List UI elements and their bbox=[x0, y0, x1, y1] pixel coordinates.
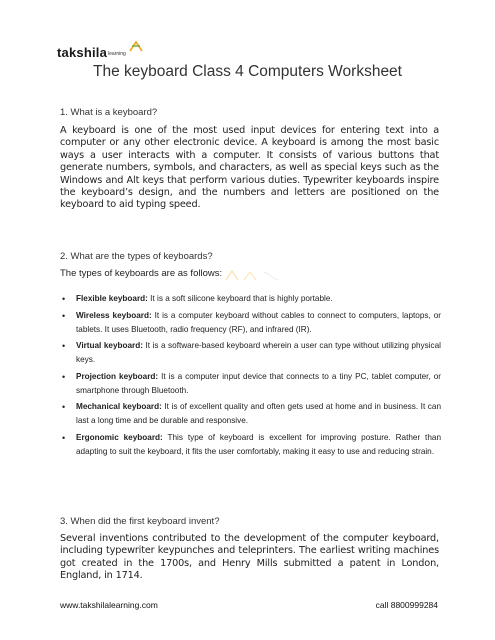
bullet-icon: • bbox=[62, 432, 66, 443]
question-3: 3. When did the first keyboard invent? bbox=[60, 516, 220, 527]
list-item-text: It is of excellent quality and often gets used at home and in business. It can last a long time and be durable and responsive. bbox=[76, 402, 441, 425]
footer-phone: call 8800999284 bbox=[375, 600, 438, 610]
bullet-icon: • bbox=[62, 371, 66, 382]
list-item-term: Mechanical keyboard: bbox=[76, 402, 162, 411]
list-item-text: It is a computer input device that connects to a tiny PC, tablet computer, or smartphone through Bluetooth. bbox=[76, 371, 441, 395]
brand-logo bbox=[57, 40, 126, 60]
page-title: The keyboard Class 4 Computers Worksheet bbox=[93, 63, 402, 80]
watermark-icon bbox=[224, 268, 284, 282]
list-item-text: It is a soft silicone keyboard that is highly portable. bbox=[147, 294, 333, 303]
bullet-icon: • bbox=[62, 341, 66, 351]
logo-text: takshila bbox=[57, 45, 108, 60]
list-item-text: It is a computer keyboard without cables to connect to computers, laptops, or tablets. It uses Bluetooth, radio frequency (RF), and infrared (IR). bbox=[76, 310, 441, 334]
logo-subtext: learning bbox=[108, 51, 126, 57]
answer-2-intro: The types of keyboards are as follows: bbox=[60, 268, 223, 279]
answer-3: Several inventions contributed to the development of the computer keyboard, including typewriter keypunches and teleprinters. The earliest writing machines got created in the 1700s, and Henry Mills submitted a patent in London, England, in 1714. bbox=[60, 533, 439, 582]
list-item bbox=[60, 370, 441, 398]
list-item-term: Ergonomic keyboard: bbox=[76, 432, 163, 442]
question-2: 2. What are the types of keyboards? bbox=[60, 251, 213, 262]
logo-swoosh-icon bbox=[129, 39, 143, 53]
list-item-text: This type of keyboard is excellent for improving posture. Rather than adapting to suit the keyboard, it fits the user comfortably, making it easy to use and reducing strain. bbox=[76, 432, 441, 456]
list-item bbox=[60, 339, 441, 367]
question-1: 1. What is a keyboard? bbox=[60, 107, 158, 118]
bullet-icon: • bbox=[62, 402, 66, 412]
list-item bbox=[60, 292, 441, 306]
list-item bbox=[60, 309, 441, 337]
footer-website-link[interactable]: www.takshilalearning.com bbox=[60, 600, 158, 610]
answer-1: A keyboard is one of the most used input devices for entering text into a computer or any other electronic device. A keyboard is among the most basic ways a user interacts with a computer. It consists of various buttons that generate numbers, symbols, and characters, as well as special keys such as the Windows and Alt keys that perform various duties. Typewriter keyboards inspire the keyboard’s design, and the numbers and letters are positioned on the keyboard to aid typing speed. bbox=[60, 125, 439, 211]
list-item-term: Virtual keyboard: bbox=[76, 341, 143, 350]
list-item-text: It is a software-based keyboard wherein a user can type without utilizing physical keys. bbox=[76, 341, 441, 364]
bullet-icon: • bbox=[62, 310, 66, 321]
list-item bbox=[60, 431, 441, 459]
list-item-term: Projection keyboard: bbox=[76, 371, 159, 381]
list-item-term: Wireless keyboard: bbox=[76, 310, 152, 320]
keyboard-types-list bbox=[60, 292, 441, 461]
bullet-icon: • bbox=[62, 294, 66, 304]
list-item-term: Flexible keyboard: bbox=[76, 294, 148, 303]
list-item bbox=[60, 400, 441, 428]
